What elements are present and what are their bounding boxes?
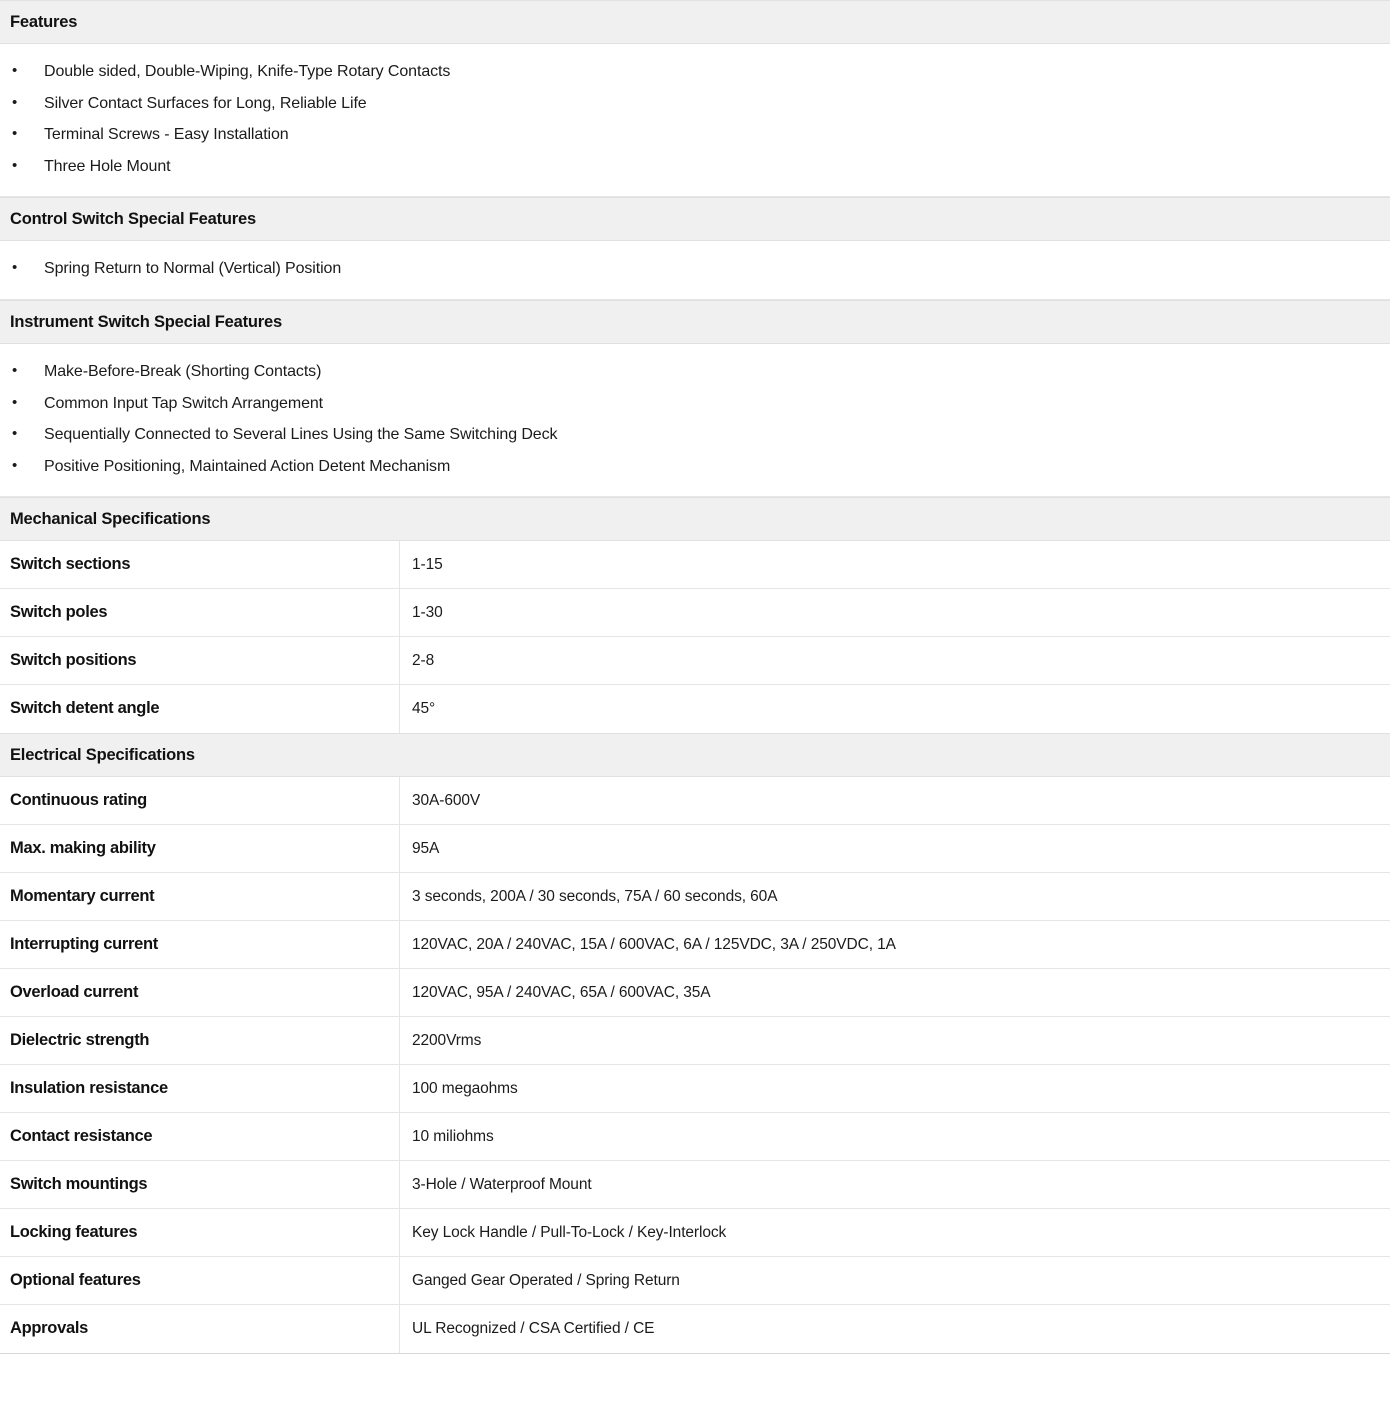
table-mechanical-specifications (0, 541, 1390, 733)
spec-label: Momentary current (0, 873, 400, 920)
bullet-icon: • (12, 361, 18, 379)
list-item (0, 388, 1390, 420)
list-item-label: Double sided, Double-Wiping, Knife-Type Rotary Contacts (44, 63, 451, 80)
bullet-list-control-switch-special-features (0, 241, 1390, 300)
list-item-label: Sequentially Connected to Several Lines Using the Same Switching Deck (44, 426, 558, 444)
table-row (0, 1209, 1390, 1257)
bullet-icon: • (12, 125, 18, 143)
table-row (0, 1305, 1390, 1353)
table-row (0, 1161, 1390, 1209)
spec-value: 3 seconds, 200A / 30 seconds, 75A / 60 seconds, 60A (412, 888, 778, 906)
section-heading-instrument-switch-special-features: Instrument Switch Special Features (0, 300, 1390, 344)
spec-value: UL Recognized / CSA Certified / CE (412, 1320, 655, 1338)
table-row (0, 541, 1390, 589)
spec-value: 120VAC, 95A / 240VAC, 65A / 600VAC, 35A (412, 984, 711, 1002)
table-row (0, 969, 1390, 1017)
spec-value: 10 miliohms (412, 1128, 494, 1146)
spec-label: Contact resistance (0, 1113, 400, 1160)
spec-label: Switch detent angle (0, 685, 400, 733)
spec-value: 45° (412, 700, 436, 718)
spec-value: 100 megaohms (412, 1080, 518, 1098)
table-row (0, 1017, 1390, 1065)
spec-value: 30A-600V (412, 792, 481, 810)
spec-label: Dielectric strength (0, 1017, 400, 1064)
list-item (0, 253, 1390, 285)
list-item (0, 56, 1390, 88)
list-item (0, 356, 1390, 388)
bullet-icon: • (12, 456, 18, 474)
section-heading-features: Features (0, 1, 1390, 44)
list-item-label: Three Hole Mount (44, 157, 171, 175)
spec-value: 120VAC, 20A / 240VAC, 15A / 600VAC, 6A / 125VDC, 3A / 250VDC, 1A (412, 936, 896, 954)
bullet-icon: • (12, 425, 18, 443)
spec-label: Continuous rating (0, 777, 400, 824)
spec-label: Approvals (0, 1305, 400, 1353)
section-heading-control-switch-special-features: Control Switch Special Features (0, 197, 1390, 241)
list-item-label: Spring Return to Normal (Vertical) Position (44, 260, 342, 278)
section-heading-mechanical-specifications: Mechanical Specifications (0, 497, 1390, 541)
spec-label: Insulation resistance (0, 1065, 400, 1112)
bullet-list-instrument-switch-special-features (0, 344, 1390, 497)
bullet-list-features (0, 44, 1390, 197)
list-item-label: Silver Contact Surfaces for Long, Reliable Life (44, 94, 367, 112)
spec-label: Switch sections (0, 541, 400, 588)
list-item (0, 119, 1390, 151)
spec-value: Ganged Gear Operated / Spring Return (412, 1272, 680, 1290)
spec-label: Switch positions (0, 637, 400, 684)
spec-value: Key Lock Handle / Pull-To-Lock / Key-Interlock (412, 1224, 727, 1242)
spec-label: Switch mountings (0, 1161, 400, 1208)
bullet-icon: • (12, 259, 18, 277)
list-item-label: Terminal Screws - Easy Installation (44, 126, 289, 144)
spec-label: Switch poles (0, 589, 400, 636)
spec-label: Overload current (0, 969, 400, 1016)
spec-value: 3-Hole / Waterproof Mount (412, 1176, 592, 1194)
list-item-label: Make-Before-Break (Shorting Contacts) (44, 362, 322, 380)
spec-label: Interrupting current (0, 921, 400, 968)
bullet-icon: • (12, 93, 18, 111)
table-row (0, 1113, 1390, 1161)
table-row (0, 1257, 1390, 1305)
list-item (0, 451, 1390, 483)
spec-value: 2-8 (412, 652, 435, 670)
bullet-icon: • (12, 156, 18, 174)
table-electrical-specifications (0, 777, 1390, 1353)
list-item (0, 419, 1390, 451)
table-row (0, 921, 1390, 969)
table-row (0, 637, 1390, 685)
bullet-icon: • (12, 393, 18, 411)
table-row (0, 825, 1390, 873)
table-row (0, 685, 1390, 733)
spec-value: 95A (412, 840, 440, 858)
spec-value: 1-30 (412, 604, 443, 622)
list-item-label: Common Input Tap Switch Arrangement (44, 394, 324, 412)
spec-label: Locking features (0, 1209, 400, 1256)
section-heading-electrical-specifications: Electrical Specifications (0, 733, 1390, 777)
list-item (0, 151, 1390, 183)
list-item-label: Positive Positioning, Maintained Action Detent Mechanism (44, 457, 451, 475)
spec-label: Max. making ability (0, 825, 400, 872)
table-row (0, 589, 1390, 637)
table-row (0, 873, 1390, 921)
bullet-icon: • (12, 62, 18, 79)
table-row (0, 1065, 1390, 1113)
spec-label: Optional features (0, 1257, 400, 1304)
list-item (0, 88, 1390, 120)
spec-value: 2200Vrms (412, 1032, 482, 1050)
spec-value: 1-15 (412, 556, 443, 574)
table-row (0, 777, 1390, 825)
